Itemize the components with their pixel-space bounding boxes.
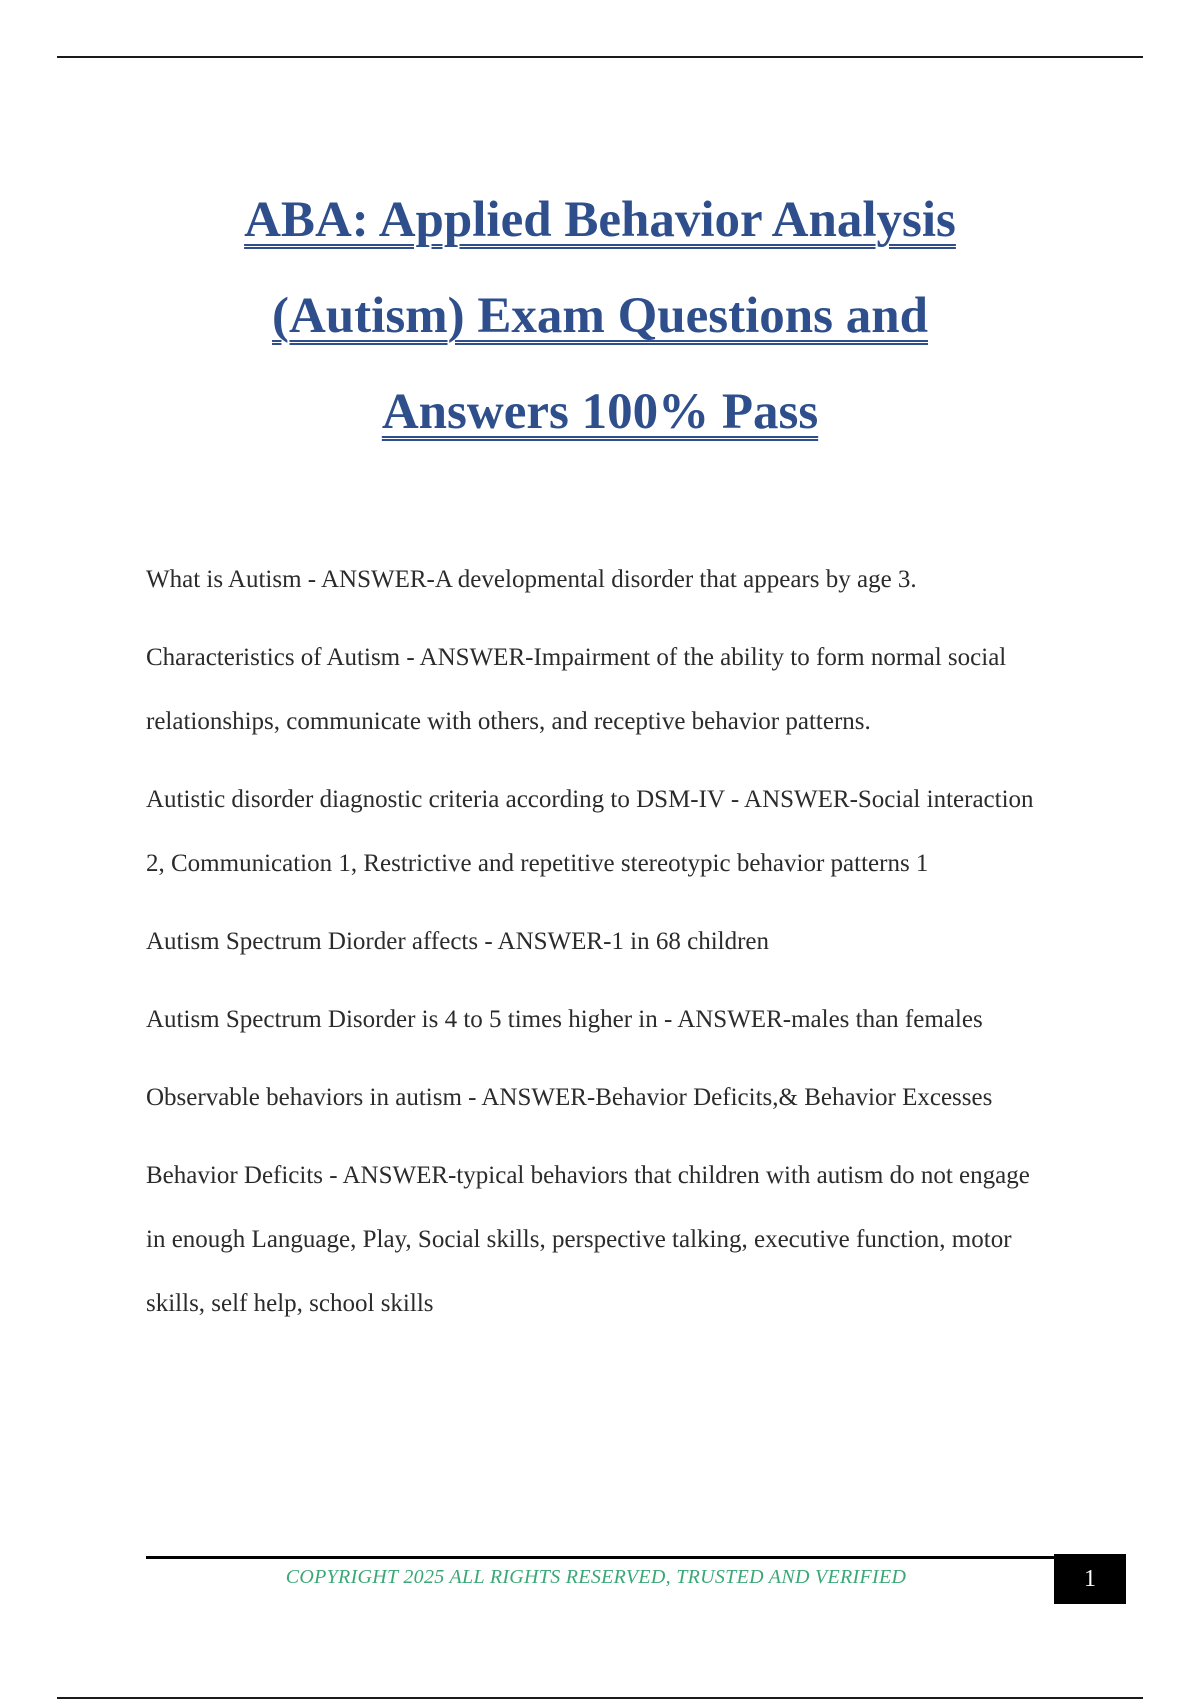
title-line-2: (Autism) Exam Questions and (271, 288, 928, 344)
title-line-1: ABA: Applied Behavior Analysis (244, 192, 956, 248)
page-number: 1 (1054, 1554, 1126, 1604)
qa-item-dsm-iv-criteria: Autistic disorder diagnostic criteria according to DSM-IV - ANSWER-Social interaction 2, Communication 1, Restrictive and repetitive stereotypic behavior patterns 1 (146, 786, 1034, 877)
qa-item-behavior-deficits: Behavior Deficits - ANSWER-typical behaviors that children with autism do not engage in enough Language, Play, Social skills, perspective talking, executive function, motor skills, self help, school skills (146, 1162, 1030, 1317)
bottom-rule (57, 1697, 1143, 1699)
footer-copyright: COPYRIGHT 2025 ALL RIGHTS RESERVED, TRUSTED AND VERIFIED (285, 1566, 907, 1588)
qa-item-gender-ratio: Autism Spectrum Disorder is 4 to 5 times higher in - ANSWER-males than females (146, 1006, 983, 1033)
title-line-3: Answers 100% Pass (381, 384, 819, 440)
document-title (150, 172, 1050, 460)
qa-list (146, 548, 1046, 1350)
qa-item-observable-behaviors: Observable behaviors in autism - ANSWER-Behavior Deficits,& Behavior Excesses (146, 1084, 993, 1111)
footer-rule (146, 1556, 1054, 1559)
top-rule (57, 56, 1143, 58)
qa-item-prevalence: Autism Spectrum Diorder affects - ANSWER-1 in 68 children (146, 928, 770, 955)
qa-item-characteristics: Characteristics of Autism - ANSWER-Impairment of the ability to form normal social relationships, communicate with others, and receptive behavior patterns. (146, 644, 1007, 735)
qa-item-what-is-autism: What is Autism - ANSWER-A developmental disorder that appears by age 3. (146, 566, 917, 593)
